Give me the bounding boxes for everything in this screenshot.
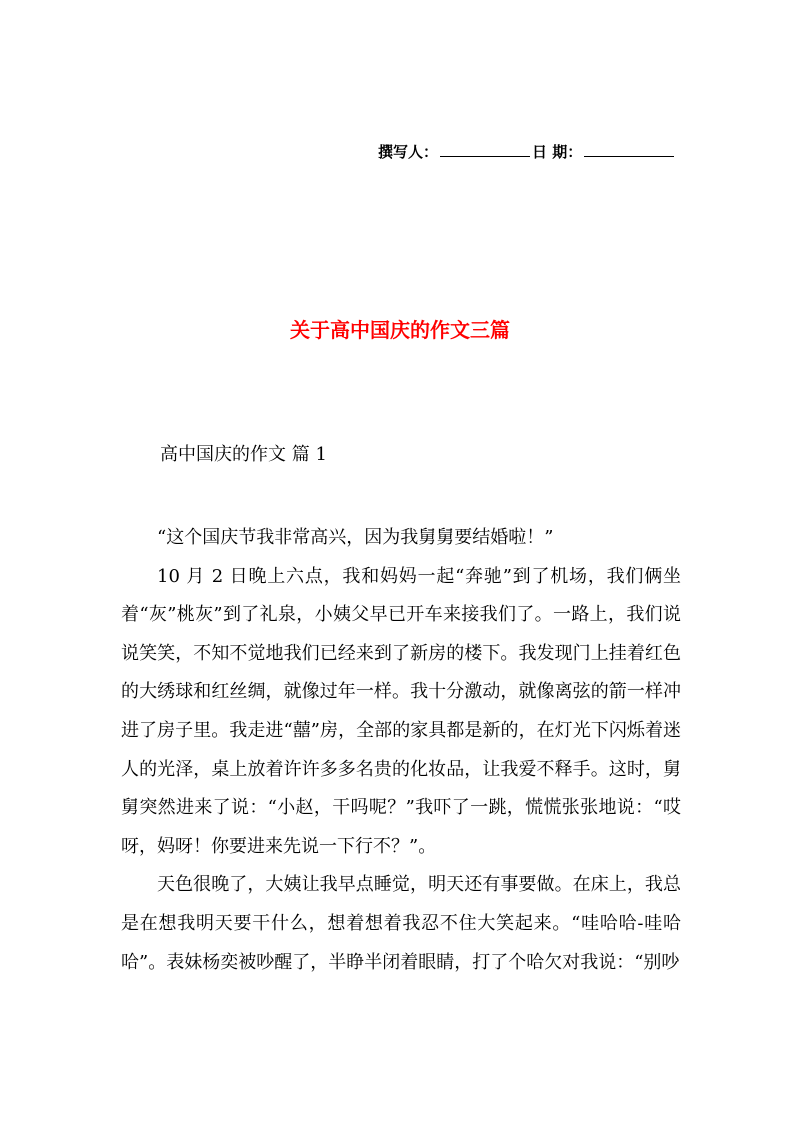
section-heading: 高中国庆的作文 篇 1 [160,444,327,465]
document-title: 关于高中国庆的作文三篇 [290,318,510,342]
paragraph: 10 月 2 日晚上六点，我和妈妈一起“奔驰”到了机场，我们俩坐着“灰”桃灰”到了礼泉，小姨父早已开车来接我们了。一路上，我们说说笑笑，不知不觉地我们已经来到了新房的楼下。我发现门上挂着红色的大绣球和红丝绸，就像过年一样。我十分激动，就像离弦的箭一样冲进了房子里。我走进“囍”房，全部的家具都是新的，在灯光下闪烁着迷人的光泽，桌上放着许许多多名贵的化妆品，让我爱不释手。这时，舅舅突然进来了说：“小赵，干吗呢？”我吓了一跳，慌慌张张地说：“哎呀，妈呀！你要进来先说一下行不？”。 [121,565,681,857]
paragraph: 天色很晚了，大姨让我早点睡觉，明天还有事要做。在床上，我总是在想我明天要干什么，想着想着我忍不住大笑起来。“哇哈哈-哇哈哈”。表妹杨奕被吵醒了，半睁半闭着眼睛，打了个哈欠对我说：“别吵 [121,874,681,973]
author-blank [440,142,530,157]
author-label: 撰写人： [378,143,439,161]
author-date-line [378,141,676,162]
body-text [121,519,681,982]
paragraph: “这个国庆节我非常高兴，因为我舅舅要结婚啦！” [157,527,554,548]
date-label: 日 期： [532,143,583,161]
date-blank [584,142,674,157]
